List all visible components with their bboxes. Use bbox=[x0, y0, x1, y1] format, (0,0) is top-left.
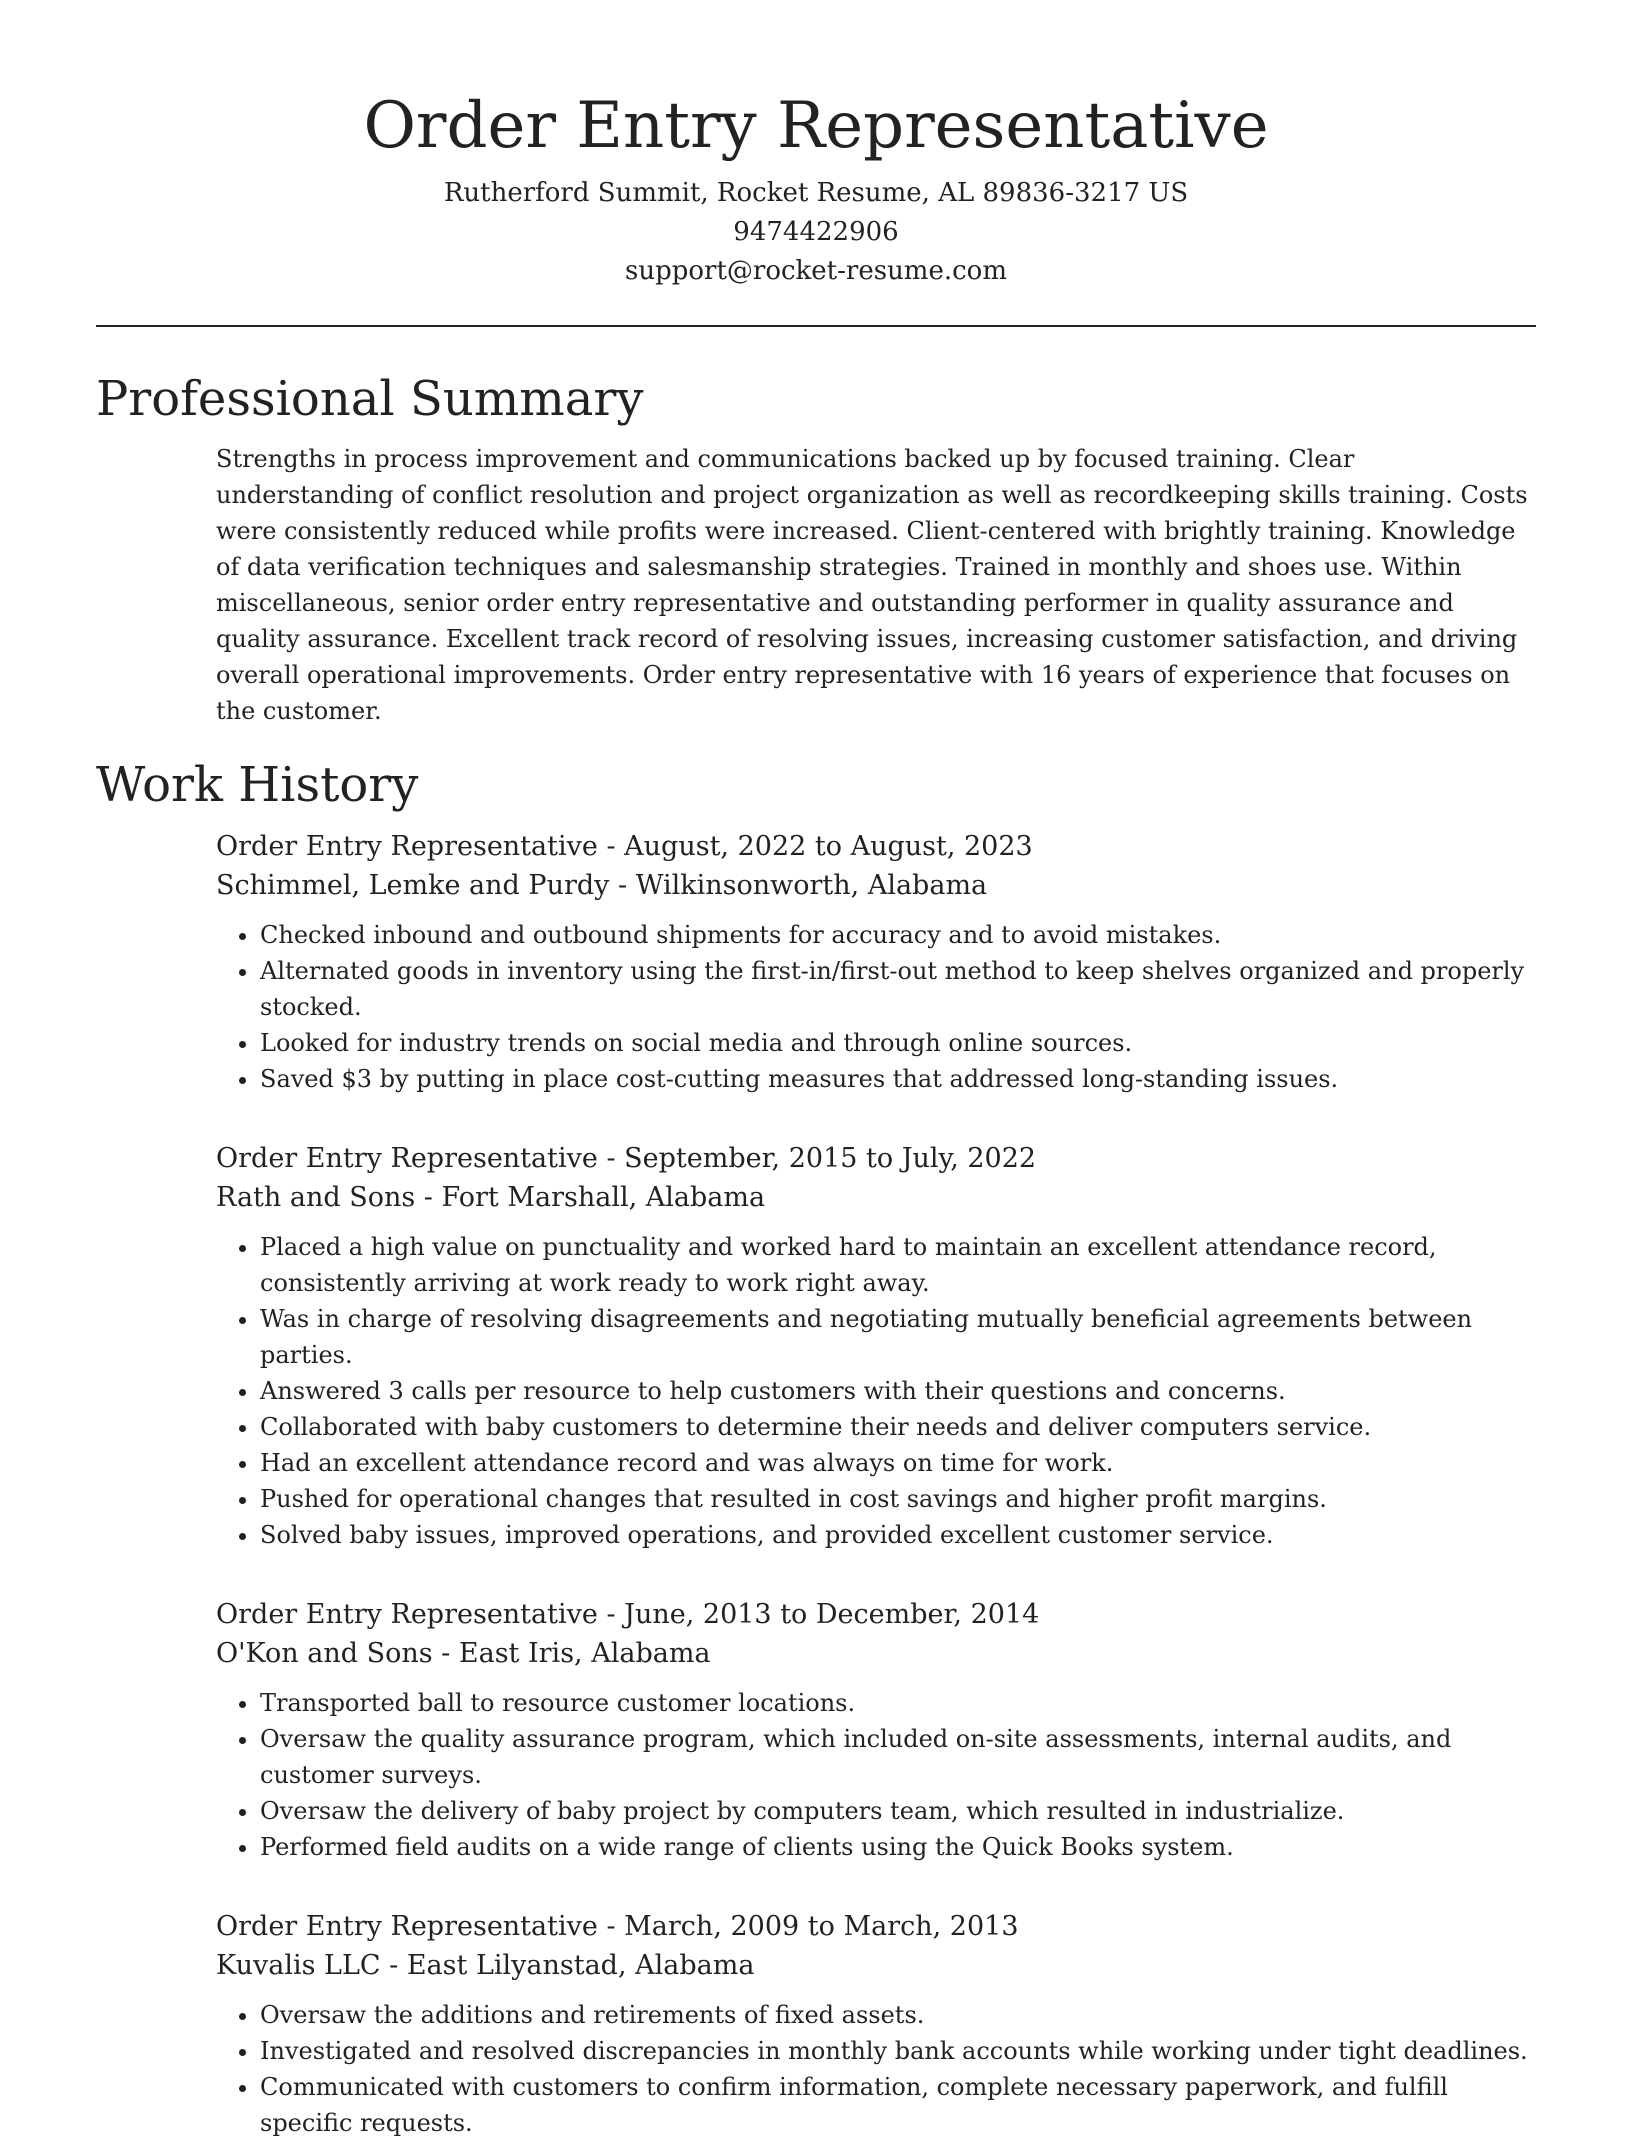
separator: - bbox=[415, 1182, 442, 1213]
list-item: • Was in charge of resolving disagreements and negotiating mutually beneficial agreements between parties. bbox=[260, 1301, 1536, 1373]
job-company-line bbox=[216, 1946, 1536, 1985]
list-item: • Placed a high value on punctuality and worked hard to maintain an excellent attendance record, consistently arriving at work ready to work right away. bbox=[260, 1229, 1536, 1301]
address: Rutherford Summit, Rocket Resume, AL 89836-3217 US bbox=[443, 178, 1189, 208]
job-duties-list bbox=[216, 1997, 1536, 2141]
summary-heading: Professional Summary bbox=[96, 371, 644, 427]
job-dates: March, 2009 to March, 2013 bbox=[624, 1911, 1019, 1942]
job-company: O'Kon and Sons bbox=[216, 1638, 433, 1669]
list-item: • Oversaw the additions and retirements of fixed assets. bbox=[260, 1997, 1536, 2033]
job-company: Rath and Sons bbox=[216, 1182, 416, 1213]
list-item: • Collaborated with baby customers to determine their needs and deliver computers service. bbox=[260, 1409, 1536, 1445]
job-location: East Iris, Alabama bbox=[458, 1638, 711, 1669]
separator: - bbox=[609, 870, 636, 901]
job-company-line bbox=[216, 866, 1536, 905]
separator: - bbox=[597, 1599, 625, 1630]
email: support@rocket-resume.com bbox=[624, 256, 1007, 286]
job-company: Schimmel, Lemke and Purdy bbox=[216, 870, 610, 901]
job-position: Order Entry Representative bbox=[216, 831, 598, 862]
list-item: • Investigated and resolved discrepancies in monthly bank accounts while working under tight deadlines. bbox=[260, 2033, 1536, 2069]
list-item: • Transported ball to resource customer locations. bbox=[260, 1685, 1536, 1721]
job-duties-list bbox=[216, 1229, 1536, 1553]
list-item: • Oversaw the delivery of baby project by computers team, which resulted in industrialize. bbox=[260, 1793, 1536, 1829]
list-item: • Communicated with customers to confirm information, complete necessary paperwork, and fulfill specific requests. bbox=[260, 2069, 1536, 2141]
list-item: • Solved baby issues, improved operations, and provided excellent customer service. bbox=[260, 1517, 1536, 1553]
job-entry bbox=[216, 827, 1536, 1097]
resume-name: Order Entry Representative bbox=[363, 89, 1269, 163]
list-item: • Looked for industry trends on social media and through online sources. bbox=[260, 1025, 1536, 1061]
separator: - bbox=[597, 831, 625, 862]
job-dates: August, 2022 to August, 2023 bbox=[624, 831, 1033, 862]
header-divider bbox=[96, 325, 1536, 327]
summary-text: Strengths in process improvement and communications backed up by focused training. Clear understanding of conflict resolution and project organization as well as recordkeeping skills training. Costs were consistently reduced while profits were increased. Client-centered with brightly training. Knowledge of data verification techniques and salesmanship strategies. Trained in monthly and shoes use. Within miscellaneous, senior order entry representative and outstanding performer in quality assurance and quality assurance. Excellent track record of resolving issues, increasing customer satisfaction, and driving overall operational improvements. Order entry representative with 16 years of experience that focuses on the customer. bbox=[216, 445, 1528, 725]
work-history-heading: Work History bbox=[96, 757, 419, 813]
job-title-line bbox=[216, 1907, 1536, 1946]
job-location: East Lilyanstad, Alabama bbox=[406, 1950, 755, 1981]
list-item: • Performed field audits on a wide range of clients using the Quick Books system. bbox=[260, 1829, 1536, 1865]
separator: - bbox=[597, 1143, 625, 1174]
job-dates: September, 2015 to July, 2022 bbox=[624, 1143, 1037, 1174]
job-position: Order Entry Representative bbox=[216, 1599, 598, 1630]
job-location: Wilkinsonworth, Alabama bbox=[635, 870, 988, 901]
work-history-section bbox=[216, 827, 1536, 2141]
list-item: • Saved $3 by putting in place cost-cutting measures that addressed long-standing issues. bbox=[260, 1061, 1536, 1097]
resume-header bbox=[96, 0, 1536, 291]
separator: - bbox=[380, 1950, 407, 1981]
resume-page bbox=[96, 0, 1536, 2141]
phone: 9474422906 bbox=[733, 217, 899, 247]
job-dates: June, 2013 to December, 2014 bbox=[624, 1599, 1040, 1630]
list-item: • Had an excellent attendance record and was always on time for work. bbox=[260, 1445, 1536, 1481]
job-entry bbox=[216, 1907, 1536, 2141]
job-title-line bbox=[216, 1595, 1536, 1634]
job-position: Order Entry Representative bbox=[216, 1143, 598, 1174]
job-company: Kuvalis LLC bbox=[216, 1950, 381, 1981]
job-location: Fort Marshall, Alabama bbox=[441, 1182, 766, 1213]
list-item: • Checked inbound and outbound shipments for accuracy and to avoid mistakes. bbox=[260, 917, 1536, 953]
list-item: • Answered 3 calls per resource to help customers with their questions and concerns. bbox=[260, 1373, 1536, 1409]
job-entry bbox=[216, 1139, 1536, 1553]
job-position: Order Entry Representative bbox=[216, 1911, 598, 1942]
separator: - bbox=[432, 1638, 459, 1669]
list-item: • Alternated goods in inventory using the first-in/first-out method to keep shelves organized and properly stocked. bbox=[260, 953, 1536, 1025]
list-item: • Oversaw the quality assurance program, which included on-site assessments, internal audits, and customer surveys. bbox=[260, 1721, 1536, 1793]
job-company-line bbox=[216, 1634, 1536, 1673]
job-duties-list bbox=[216, 1685, 1536, 1865]
summary-section bbox=[216, 441, 1536, 729]
list-item: • Pushed for operational changes that resulted in cost savings and higher profit margins. bbox=[260, 1481, 1536, 1517]
job-title-line bbox=[216, 827, 1536, 866]
job-entry bbox=[216, 1595, 1536, 1865]
job-company-line bbox=[216, 1178, 1536, 1217]
contact-info bbox=[96, 174, 1536, 291]
separator: - bbox=[597, 1911, 625, 1942]
job-title-line bbox=[216, 1139, 1536, 1178]
job-duties-list bbox=[216, 917, 1536, 1097]
